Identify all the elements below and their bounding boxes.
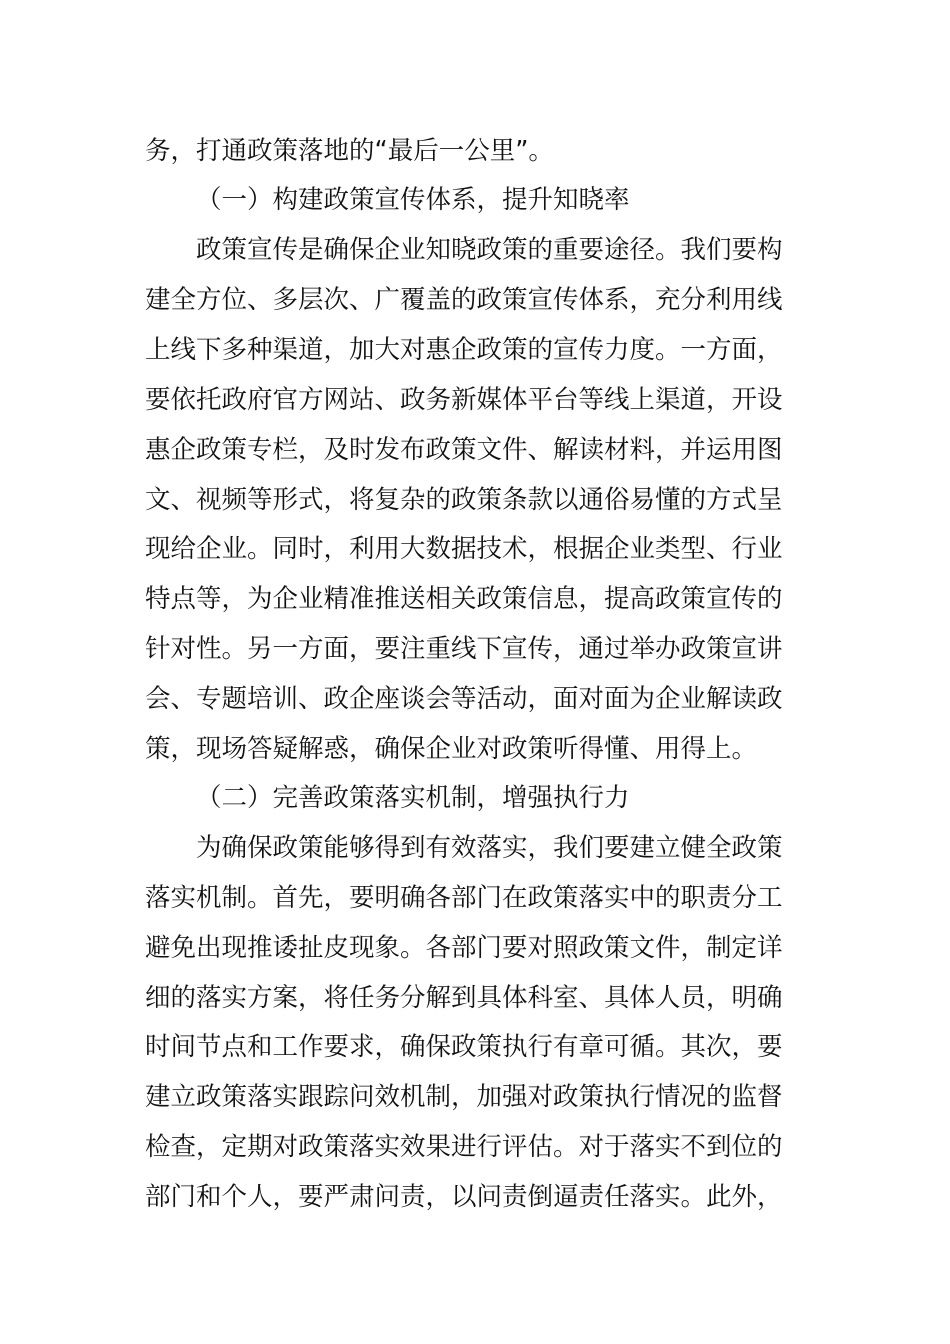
paragraph-line: 会、专题培训、政企座谈会等活动，面对面为企业解读政 — [145, 684, 783, 714]
paragraph-line: 避免出现推诿扯皮现象。各部门要对照政策文件，制定详 — [145, 933, 783, 963]
paragraph-line: 政策宣传是确保企业知晓政策的重要途径。我们要构 — [196, 235, 783, 265]
paragraph-line: 特点等，为企业精准推送相关政策信息，提高政策宣传的 — [145, 584, 783, 614]
section-heading-1: （一）构建政策宣传体系，提升知晓率 — [196, 185, 630, 215]
paragraph-line: 为确保政策能够得到有效落实，我们要建立健全政策 — [196, 833, 783, 863]
paragraph-line: 建立政策落实跟踪问效机制，加强对政策执行情况的监督 — [145, 1082, 783, 1112]
paragraph-line: 文、视频等形式，将复杂的政策条款以通俗易懂的方式呈 — [145, 485, 783, 515]
paragraph-line: 落实机制。首先，要明确各部门在政策落实中的职责分工 — [145, 883, 783, 913]
paragraph-line: 细的落实方案，将任务分解到具体科室、具体人员，明确 — [145, 983, 783, 1013]
paragraph-line: 时间节点和工作要求，确保政策执行有章可循。其次，要 — [145, 1032, 783, 1062]
paragraph-line: 策，现场答疑解惑，确保企业对政策听得懂、用得上。 — [145, 734, 758, 764]
paragraph-line: 惠企政策专栏，及时发布政策文件、解读材料，并运用图 — [145, 435, 783, 465]
paragraph-line: 要依托政府官方网站、政务新媒体平台等线上渠道，开设 — [145, 385, 783, 415]
paragraph-line: 建全方位、多层次、广覆盖的政策宣传体系，充分利用线 — [145, 285, 783, 315]
paragraph-line: 针对性。另一方面，要注重线下宣传，通过举办政策宣讲 — [145, 634, 783, 664]
section-heading-2: （二）完善政策落实机制，增强执行力 — [196, 783, 630, 813]
paragraph-line: 部门和个人，要严肃问责，以问责倒逼责任落实。此外， — [145, 1182, 783, 1212]
paragraph-line: 上线下多种渠道，加大对惠企政策的宣传力度。一方面， — [145, 335, 783, 365]
paragraph-line: 检查，定期对政策落实效果进行评估。对于落实不到位的 — [145, 1132, 783, 1162]
paragraph-line: 务，打通政策落地的“最后一公里”。 — [145, 136, 554, 166]
paragraph-line: 现给企业。同时，利用大数据技术，根据企业类型、行业 — [145, 534, 783, 564]
